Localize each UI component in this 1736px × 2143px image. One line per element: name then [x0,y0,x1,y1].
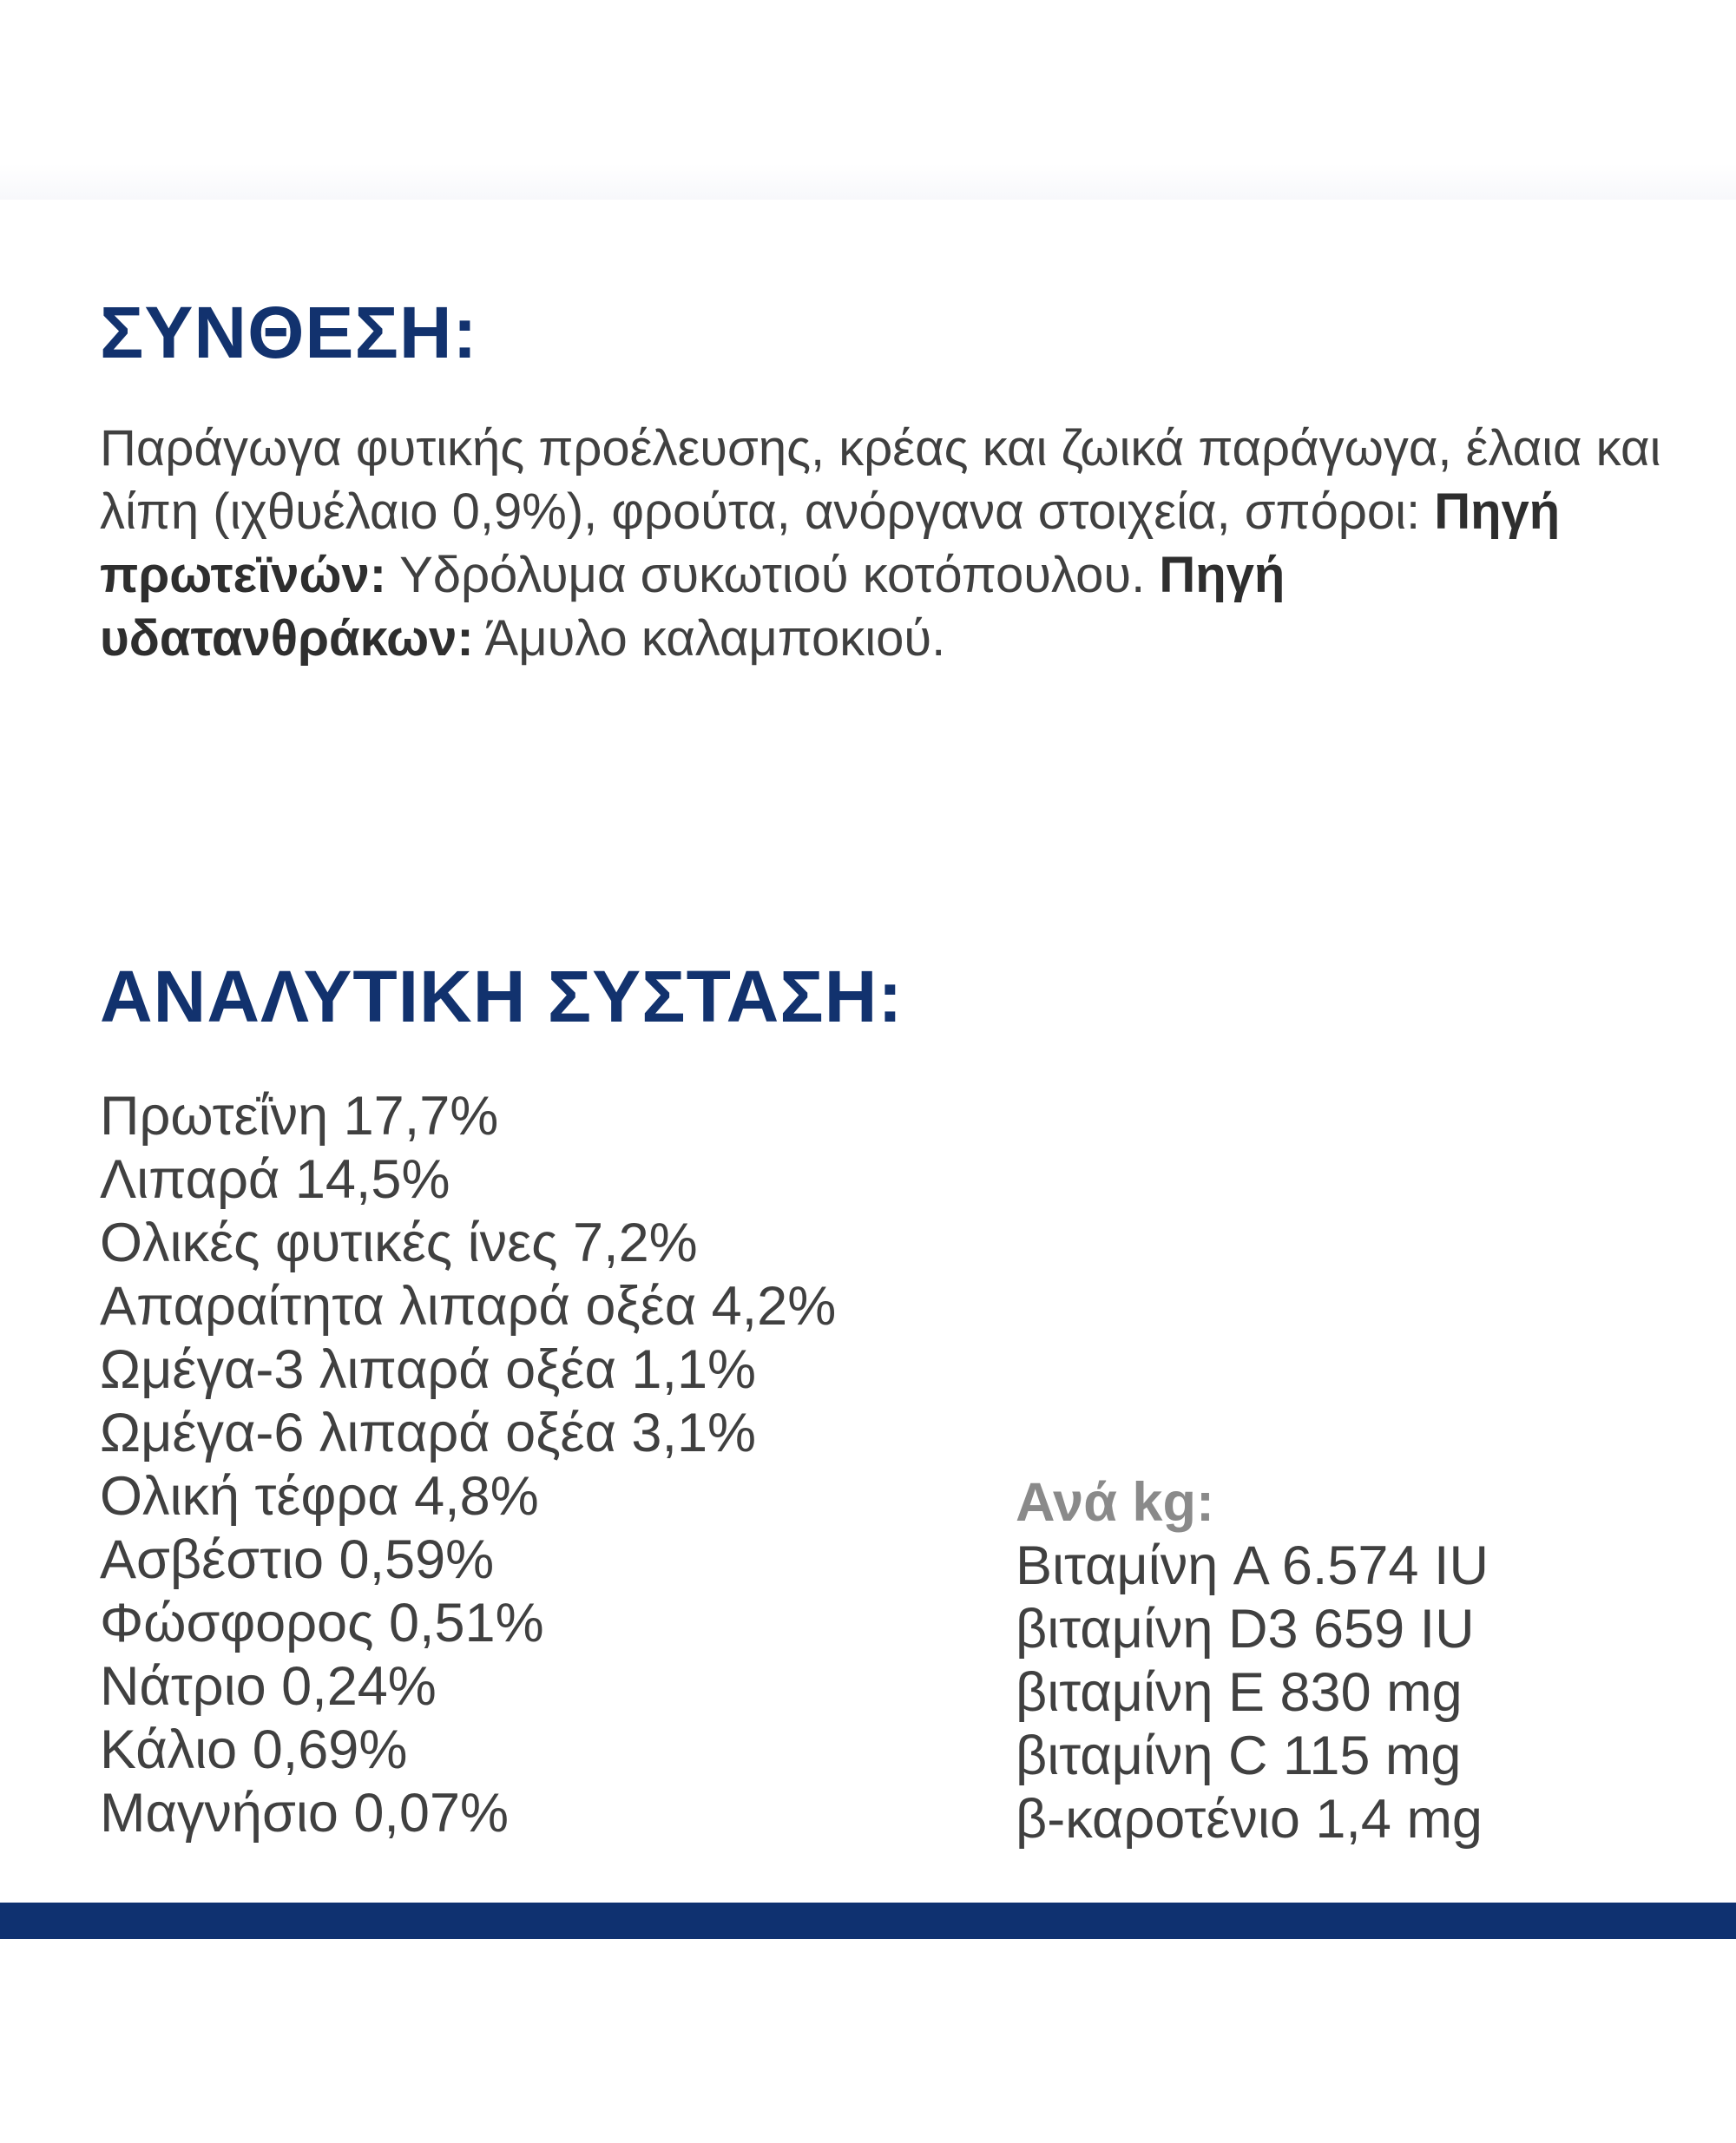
nutrient-list [100,1085,836,1845]
per-kg-title: Ανά kg: [1016,1472,1214,1533]
vitamin-item: β-καροτένιο 1,4 mg [1016,1789,1483,1850]
nutrient-item: Απαραίτητα λιπαρά οξέα 4,2% [100,1276,837,1337]
vitamin-item: βιταμίνη E 830 mg [1016,1662,1463,1723]
carb-source-text: Άμυλο καλαμποκιού. [473,610,946,667]
nutrient-item: Ωμέγα-3 λιπαρά οξέα 1,1% [100,1339,757,1400]
vitamin-item: βιταμίνη C 115 mg [1016,1726,1462,1786]
nutrient-item: Νάτριο 0,24% [100,1656,437,1717]
nutrient-item: Λιπαρά 14,5% [100,1149,450,1210]
nutrient-item: Φώσφορος 0,51% [100,1593,544,1653]
vitamin-item: Βιταμίνη A 6.574 IU [1016,1535,1489,1596]
analysis-heading: ΑΝΑΛΥΤΙΚΗ ΣΥΣΤΑΣΗ: [100,956,904,1037]
nutrient-item: Κάλιο 0,69% [100,1719,408,1780]
nutrient-item: Ολική τέφρα 4,8% [100,1466,539,1527]
top-background [0,0,1736,200]
carb-source-label: Πηγή υδατανθράκων: [100,547,1286,667]
bottom-divider-bar [0,1903,1736,1939]
nutrient-item: Μαγνήσιο 0,07% [100,1783,509,1844]
protein-source-text: Υδρόλυμα συκωτιού κοτόπουλου. [386,547,1160,603]
nutrient-item: Ολικές φυτικές ίνες 7,2% [100,1213,698,1273]
composition-ingredients: Παράγωγα φυτικής προέλευσης, κρέας και ζωικά παράγωγα, έλαια και λίπη (ιχθυέλαιο 0,9%), φρούτα, ανόργανα στοιχεία, σπόροι: [100,420,1661,540]
nutrient-item: Ωμέγα-6 λιπαρά οξέα 3,1% [100,1403,757,1463]
vitamin-list [1016,1535,1489,1851]
nutrient-item: Ασβέστιο 0,59% [100,1529,495,1590]
composition-text [100,417,1671,670]
nutrient-item: Πρωτεΐνη 17,7% [100,1086,499,1147]
vitamin-item: βιταμίνη D3 659 IU [1016,1599,1475,1660]
composition-heading: ΣΥΝΘΕΣΗ: [100,292,478,373]
per-kg-block [1016,1471,1489,1851]
protein-source-label: Πηγή πρωτεϊνών: [100,483,1561,603]
